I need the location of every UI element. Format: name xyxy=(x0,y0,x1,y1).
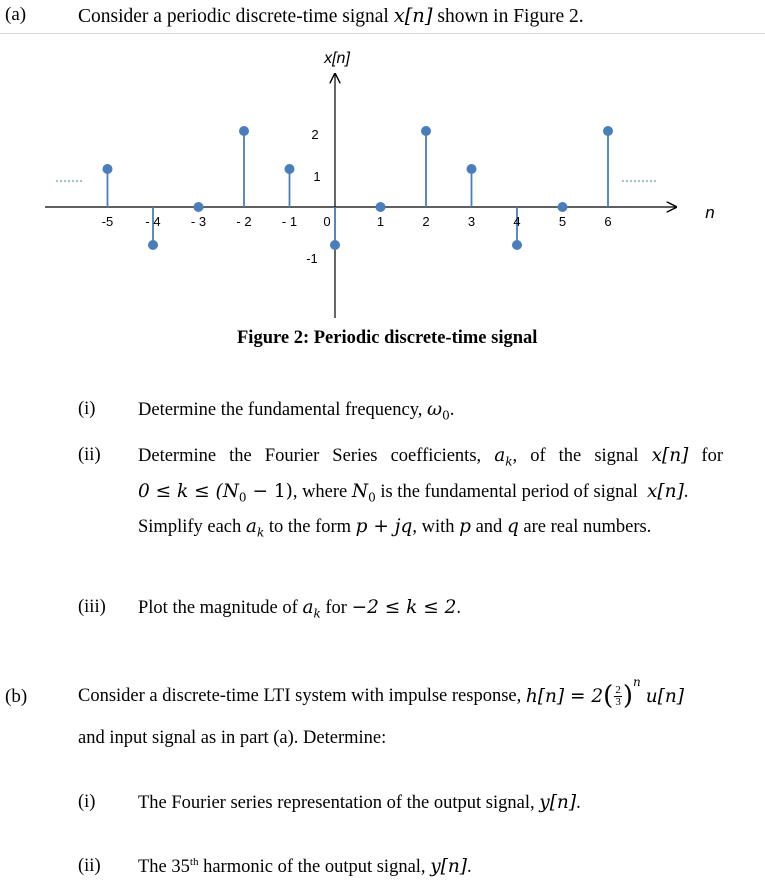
part-b-label: (b) xyxy=(5,686,28,707)
ak-iii-sub: k xyxy=(313,606,321,621)
xn-1: x[n] xyxy=(651,445,689,466)
paren-close: ) xyxy=(622,681,633,711)
q-b-i-body: The Fourier series representation of the output signal, xyxy=(138,793,540,813)
n0: N xyxy=(351,481,369,502)
th-sup: th xyxy=(189,856,199,868)
q-b-ii-num: (ii) xyxy=(78,856,101,876)
q-a-iii-end: . xyxy=(456,598,461,618)
q-a-iii-num: (iii) xyxy=(78,597,106,617)
k-range-mid: − 1) xyxy=(246,481,293,502)
xn-2: x[n] xyxy=(647,481,684,502)
stem-point-n-5 xyxy=(103,164,113,174)
un: u[n] xyxy=(645,685,684,707)
part-b-l1-text: Consider a discrete-time LTI system with impulse response, xyxy=(78,685,526,706)
stem-point-n-4 xyxy=(148,240,158,250)
stem-point-n-1 xyxy=(285,164,295,174)
q-b-i-num: (i) xyxy=(78,792,96,812)
hn-eq: h[n] = 2 xyxy=(525,685,604,707)
q-a-ii-num: (ii) xyxy=(78,445,101,465)
q-a-ii-l2-text2: is the fundamental period of signal xyxy=(375,482,647,502)
stem-point-n5 xyxy=(558,202,568,212)
ak-1-sub: k xyxy=(505,454,513,469)
q-b-i-end: . xyxy=(576,793,581,813)
omega-sub: 0 xyxy=(442,408,450,423)
q-a-ii-line3 xyxy=(138,516,651,540)
x-tick-n1: 1 xyxy=(376,214,385,229)
x-axis-label: n xyxy=(705,203,715,222)
q-b-ii-end: . xyxy=(467,857,472,878)
frac-num: 2 xyxy=(615,683,621,696)
omega: ω xyxy=(427,399,443,420)
signal-figure xyxy=(0,0,765,330)
intro-text: Consider a periodic discrete-time signal xyxy=(78,6,394,27)
y-axis-label: x[n] xyxy=(324,50,350,67)
stem-point-n4 xyxy=(512,240,522,250)
part-b-line2: and input signal as in part (a). Determine: xyxy=(78,728,387,748)
paren-open: ( xyxy=(603,681,614,711)
q-a-ii-l3-t1: Simplify each xyxy=(138,517,246,537)
stem-point-n-2 xyxy=(239,126,249,136)
q-a-ii-l2-end: . xyxy=(683,482,689,502)
q-a-iii-text xyxy=(138,597,461,621)
x-tick-n2: 2 xyxy=(422,214,430,229)
q-a-ii-l3-t3: , with xyxy=(412,517,460,537)
x-tick-n5: 5 xyxy=(558,214,567,229)
stem-point-n6 xyxy=(603,126,613,136)
stems xyxy=(103,126,614,250)
q-a-ii-line2 xyxy=(138,481,688,505)
q-a-iii-body: Plot the magnitude of xyxy=(138,598,303,618)
axes xyxy=(45,74,676,318)
intro-tail: shown in Figure 2. xyxy=(432,6,584,27)
p-jq: p + jq xyxy=(355,516,413,537)
k-range-sub: 0 xyxy=(238,490,247,505)
x-tick-n-1: - 1 xyxy=(281,214,298,229)
x-tick-n-5: -5 xyxy=(101,214,114,229)
x-tick-labels xyxy=(102,214,612,229)
x-tick-n-3: - 3 xyxy=(190,214,207,229)
q-b-ii-body: The 35 xyxy=(138,857,190,878)
x-tick-n6: 6 xyxy=(604,214,612,229)
intro-math: x[n] xyxy=(393,4,433,27)
ak-iii: a xyxy=(302,597,314,618)
q-a-i-num: (i) xyxy=(78,399,96,419)
q-a-ii-l3-t4: and xyxy=(470,517,507,537)
x-tick-n0: 0 xyxy=(323,214,331,229)
exponent-n: n xyxy=(632,675,641,689)
ak-1: a xyxy=(494,445,506,466)
y-tick-neg1: -1 xyxy=(306,251,318,266)
q-a-ii-l3-t2: to the form xyxy=(264,517,356,537)
n0-sub: 0 xyxy=(368,490,376,505)
stem-point-n-3 xyxy=(194,202,204,212)
y-tick-2: 2 xyxy=(311,127,319,142)
y-tick-1: 1 xyxy=(313,169,321,184)
q-a-iii-for: for xyxy=(320,598,352,618)
q-b-ii-text xyxy=(138,856,472,878)
q-a-i-tail: . xyxy=(449,400,455,420)
k-range-iii: −2 ≤ k ≤ 2 xyxy=(351,597,457,618)
q-b-ii-body2: harmonic of the output signal, xyxy=(198,857,431,878)
x-tick-n-4: - 4 xyxy=(145,214,161,229)
figure-caption: Figure 2: Periodic discrete-time signal xyxy=(237,328,538,348)
q-a-ii-l1-tail: , of the signal xyxy=(512,446,652,466)
frac-den: 3 xyxy=(615,695,621,708)
part-a-label: (a) xyxy=(5,4,27,25)
q-a-ii-l1-text: Determine the Fourier Series coefficients, xyxy=(138,446,495,466)
stem-point-n0 xyxy=(330,240,340,250)
q-b-i-text xyxy=(138,792,581,814)
k-range: 0 ≤ k ≤ (N xyxy=(138,481,239,502)
part-b-line1 xyxy=(78,677,684,715)
fraction xyxy=(614,685,622,708)
ak-3-sub: k xyxy=(256,525,265,540)
stem-point-n2 xyxy=(421,126,431,136)
stem-point-n1 xyxy=(376,202,386,212)
ak-3: a xyxy=(245,516,257,537)
q-a-ii-l2-text: , where xyxy=(292,482,352,502)
yn-2: y[n] xyxy=(430,856,467,878)
q-a-ii-line1 xyxy=(138,445,723,469)
q: q xyxy=(506,516,519,537)
yn-1: y[n] xyxy=(539,792,577,813)
q-a-ii-l3-end: are real numbers. xyxy=(518,517,652,537)
q-a-i-body: Determine the fundamental frequency, xyxy=(138,400,428,420)
x-tick-n-2: - 2 xyxy=(236,214,252,229)
q-a-i-text xyxy=(138,399,454,423)
stem-point-n3 xyxy=(467,164,477,174)
x-tick-n4: 4 xyxy=(513,214,521,229)
x-tick-n3: 3 xyxy=(467,214,476,229)
q-a-ii-l1-end: for xyxy=(688,446,723,466)
p: p xyxy=(459,516,471,537)
